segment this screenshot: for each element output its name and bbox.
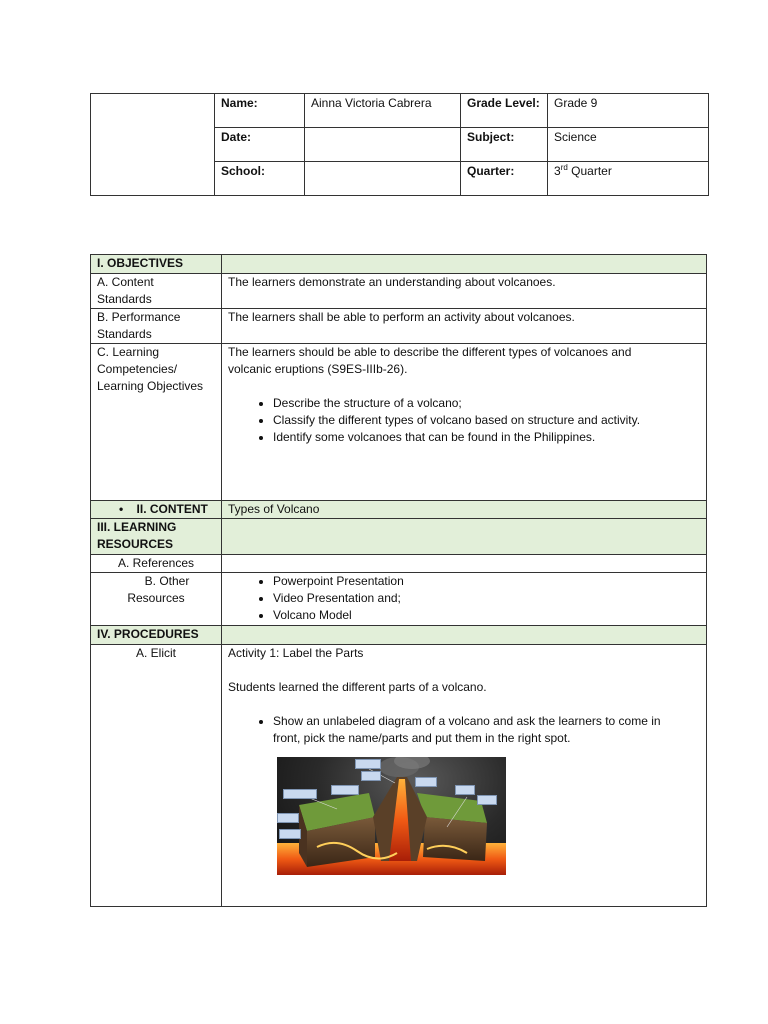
- objectives-list: [228, 395, 700, 446]
- other-resources-label: B. Other Resources: [91, 573, 222, 626]
- logo-cell: [91, 94, 215, 196]
- learning-resources-heading: III. LEARNING RESOURCES: [91, 519, 222, 555]
- blank-label-tag[interactable]: [415, 777, 437, 787]
- procedures-heading: IV. PROCEDURES: [91, 626, 222, 645]
- activity-text: Students learned the different parts of a volcano.: [228, 680, 487, 694]
- learning-competencies-label: C. Learning Competencies/ Learning Objectives: [91, 344, 222, 501]
- blank-label-tag[interactable]: [455, 785, 475, 795]
- blank-label-tag[interactable]: [331, 785, 359, 795]
- learning-competencies-text: The learners should be able to describe the different types of volcanoes and volcanic eruptions (S9ES-IIIb-26). • Describe the structure of a volcano; • Classify the different types of volcano based on structure and activity. • Identify some volcanoes that can be found in the Philippines.: [222, 344, 707, 501]
- list-item: • Identify some volcanoes that can be found in the Philippines.: [273, 429, 700, 446]
- school-label: School:: [215, 162, 305, 196]
- volcano-diagram: [277, 757, 506, 875]
- list-item: • Powerpoint Presentation: [273, 573, 700, 590]
- subject-label: Subject:: [461, 128, 548, 162]
- list-item: • Video Presentation and;: [273, 590, 700, 607]
- elicit-activity: [222, 645, 707, 907]
- blank-label-tag[interactable]: [283, 789, 317, 799]
- list-item: • Show an unlabeled diagram of a volcano and ask the learners to come in front, pick the name/parts and put them in the right spot.: [273, 713, 700, 747]
- list-item: • Describe the structure of a volcano;: [273, 395, 700, 412]
- school-value: [305, 162, 461, 196]
- quarter-label: Quarter:: [461, 162, 548, 196]
- list-item: • Volcano Model: [273, 607, 700, 624]
- content-standards-text: The learners demonstrate an understanding about volcanoes.: [222, 274, 707, 309]
- date-label: Date:: [215, 128, 305, 162]
- blank-label-tag[interactable]: [277, 813, 299, 823]
- grade-level-label: Grade Level:: [461, 94, 548, 128]
- name-label: Name:: [215, 94, 305, 128]
- references-label: A. References: [91, 555, 222, 573]
- grade-level-value: Grade 9: [548, 94, 709, 128]
- lesson-plan-table: [90, 254, 707, 907]
- name-value: Ainna Victoria Cabrera: [305, 94, 461, 128]
- elicit-label: A. Elicit: [91, 645, 222, 907]
- student-info-table: [90, 93, 709, 196]
- content-heading: • II. CONTENT: [91, 501, 222, 519]
- activity-title: Activity 1: Label the Parts: [228, 646, 364, 660]
- subject-value: Science: [548, 128, 709, 162]
- volcano-illustration: [277, 757, 506, 875]
- other-resources-list: [222, 573, 707, 626]
- blank-label-tag[interactable]: [477, 795, 497, 805]
- blank-label-tag[interactable]: [361, 771, 381, 781]
- quarter-value: 3rd Quarter: [548, 162, 709, 196]
- content-text: Types of Volcano: [222, 501, 707, 519]
- content-standards-label: A. Content Standards: [91, 274, 222, 309]
- objectives-heading: I. OBJECTIVES: [91, 255, 222, 274]
- blank-label-tag[interactable]: [355, 759, 381, 769]
- blank-label-tag[interactable]: [279, 829, 301, 839]
- performance-standards-label: B. Performance Standards: [91, 309, 222, 344]
- list-item: • Classify the different types of volcano based on structure and activity.: [273, 412, 700, 429]
- date-value: [305, 128, 461, 162]
- performance-standards-text: The learners shall be able to perform an activity about volcanoes.: [222, 309, 707, 344]
